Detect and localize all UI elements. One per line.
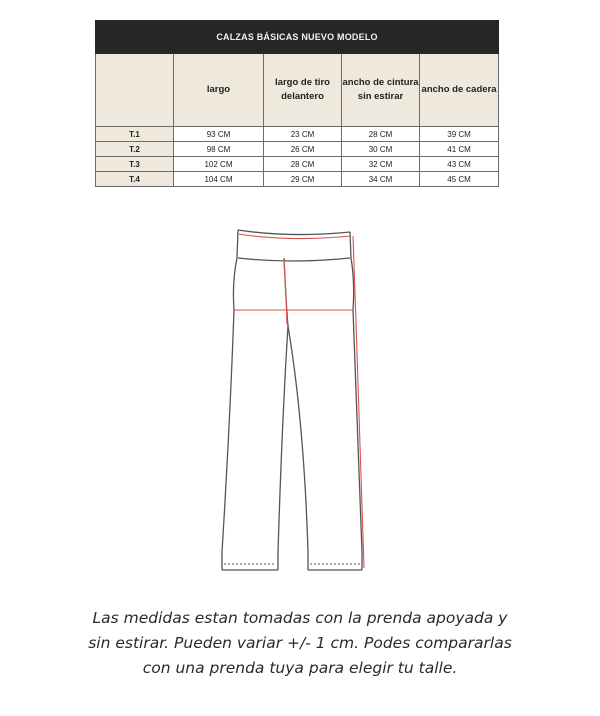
table-cell: 32 CM [342, 157, 420, 172]
table-cell: 34 CM [342, 172, 420, 187]
table-row [96, 157, 499, 172]
table-cell: 28 CM [264, 157, 342, 172]
table-cell: 26 CM [264, 142, 342, 157]
table-row [96, 172, 499, 187]
table-cell: 29 CM [264, 172, 342, 187]
table-cell: 23 CM [264, 127, 342, 142]
size-label: T.4 [96, 172, 174, 187]
table-cell: 41 CM [420, 142, 499, 157]
table-row [96, 127, 499, 142]
header-ancho-cadera: ancho de cadera [420, 54, 499, 127]
header-largo-de-tiro: largo de tiro delantero [264, 54, 342, 127]
leggings-outline [222, 230, 362, 570]
size-label: T.1 [96, 127, 174, 142]
table-cell: 39 CM [420, 127, 499, 142]
leggings-measurement-diagram-icon [212, 222, 372, 582]
note-line: Las medidas estan tomadas con la prenda apoyada y [92, 609, 508, 627]
measurement-lines [234, 234, 364, 568]
size-label: T.2 [96, 142, 174, 157]
measurement-note [20, 606, 580, 681]
table-cell: 104 CM [174, 172, 264, 187]
table-cell: 102 CM [174, 157, 264, 172]
note-line: sin estirar. Pueden variar +/- 1 cm. Podes compararlas [88, 634, 512, 652]
table-cell: 98 CM [174, 142, 264, 157]
header-ancho-cintura: ancho de cintura sin estirar [342, 54, 420, 127]
note-line: con una prenda tuya para elegir tu talle. [142, 659, 458, 677]
size-label: T.3 [96, 157, 174, 172]
size-chart-table [95, 20, 499, 187]
table-cell: 30 CM [342, 142, 420, 157]
header-largo: largo [174, 54, 264, 127]
table-cell: 45 CM [420, 172, 499, 187]
table-title: CALZAS BÁSICAS NUEVO MODELO [96, 21, 499, 54]
table-cell: 93 CM [174, 127, 264, 142]
table-row [96, 142, 499, 157]
table-cell: 28 CM [342, 127, 420, 142]
table-cell: 43 CM [420, 157, 499, 172]
header-corner [96, 54, 174, 127]
